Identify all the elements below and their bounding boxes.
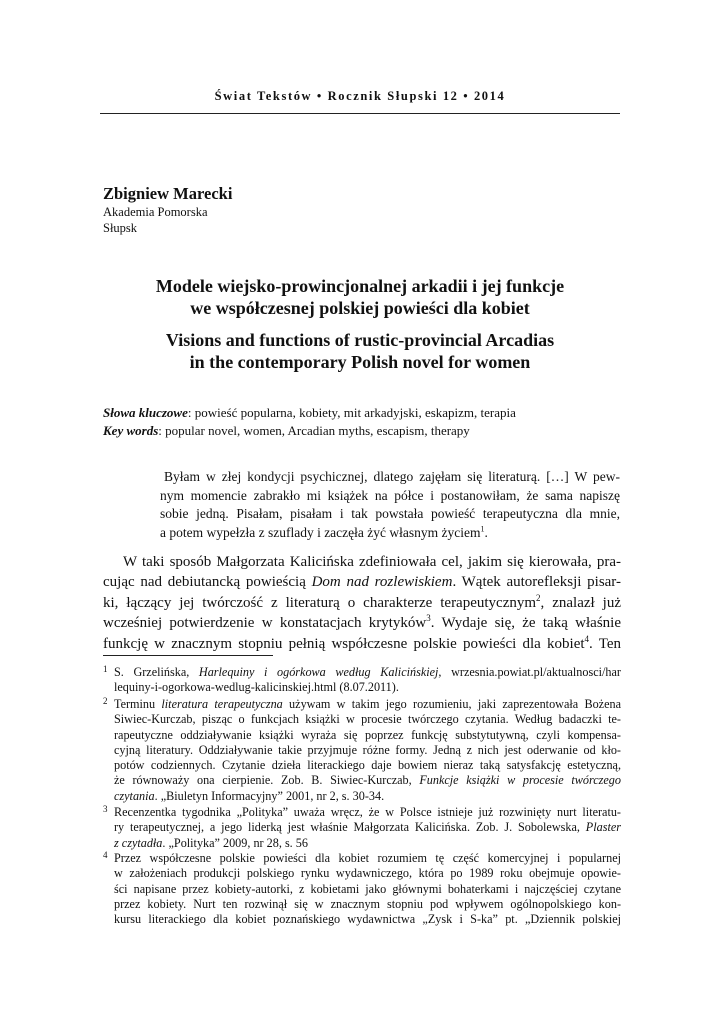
body-paragraph	[103, 552, 621, 654]
keywords-polish-label: Słowa kluczowe	[103, 405, 188, 420]
footnote-line: Przez współczesne polskie powieści dla kobiet rozumiem tę część komercyjnej i popularnej	[114, 851, 621, 865]
running-head: Świat Tekstów • Rocznik Słupski 12 • 2014	[214, 89, 506, 103]
footnote-line: ry terapeutycznej, a jego liderką jest właśnie Małgorzata Kalicińska. Zob. J. Sobolewska, Plaster	[114, 820, 621, 835]
body-line: cując nad debiutancką powieścią Dom nad rozlewiskiem. Wątek autorefleksji pisar-	[103, 574, 622, 591]
author-affiliation: Akademia Pomorska	[103, 205, 208, 219]
title-polish	[100, 275, 620, 319]
title-english-line-2: in the contemporary Polish novel for women	[189, 352, 531, 372]
footnote-line: kursu literackiego dla kobiet poznańskiego wydawnictwa „Zysk i S-ka” pt. „Dziennik polskiej	[114, 912, 621, 927]
epigraph-quote	[160, 468, 620, 542]
keywords-polish	[103, 405, 623, 421]
keywords-polish-values: : powieść popularna, kobiety, mit arkadyjski, eskapizm, terapia	[187, 405, 516, 420]
footnote-mark: 2	[103, 696, 108, 706]
quote-line: a potem wypełzła z szuflady i zaczęła żyć własnym życiem$^1$.	[160, 524, 488, 540]
footnote-2	[103, 697, 621, 804]
footnote-3	[103, 805, 621, 851]
author-city: Słupsk	[103, 221, 138, 235]
footnote-line: Recenzentka tygodnika „Polityka” uważa wręcz, że w Polsce istnieje już rozwinięty nurt literatu-	[114, 805, 621, 819]
footnote-line: lequiny-i-ogorkowa-wedlug-kalicinskiej.html (8.07.2011).	[114, 680, 399, 695]
footnote-ref[interactable]: 3	[426, 613, 431, 624]
footnote-mark: 4	[103, 850, 108, 860]
footnote-line: w założeniach produkcji polskiego rynku wydawniczego, która po 1989 roku obejmuje opowie-	[114, 866, 621, 881]
footnote-ref[interactable]: 2	[536, 592, 541, 603]
footnote-separator	[103, 655, 273, 656]
footnote-line: ści napisane przez kobiety-autorki, z kobietami jako głównymi bohaterkami i najczęściej czytane	[114, 881, 621, 896]
header-rule	[100, 113, 620, 114]
footnote-4	[103, 851, 621, 927]
footnote-mark: 3	[103, 804, 108, 814]
keywords-english-values: : popular novel, women, Arcadian myths, escapism, therapy	[158, 423, 470, 438]
footnote-1	[103, 665, 621, 696]
book-title: Dom nad rozlewiskiem	[311, 574, 453, 591]
title-polish-line-2: we współczesnej polskiej powieści dla kobiet	[190, 298, 530, 318]
title-english-line-1: Visions and functions of rustic-provincial Arcadias	[165, 330, 555, 350]
title-polish-line-1: Modele wiejsko-prowincjonalnej arkadii i jej funkcje	[155, 276, 565, 296]
footnote-ref[interactable]: 1	[480, 524, 485, 534]
footnote-line: Siwiec-Kurczab, pisząc o funkcjach książki w procesie twórczego czytania. Według badaczki te-	[114, 712, 621, 727]
footnote-line: z czytadła. „Polityka” 2009, nr 28, s. 56	[114, 835, 308, 850]
footnote-line: przez kobiety. Nurt ten rozwinął się w znacznym stopniu pod wpływem ogólnopolskiego kon-	[114, 896, 621, 911]
footnote-line: potów codziennych. Czytanie dzieła literackiego daje bowiem nieraz taką satysfakcję estetyczną,	[114, 758, 621, 773]
footnote-line: że równoważy ona cierpienie. Zob. B. Siwiec-Kurczab, Funkcje książki w procesie twórczego	[114, 773, 621, 788]
body-line: W taki sposób Małgorzata Kalicińska zdefiniowała cel, jakim się kierowała, pra-	[123, 554, 621, 570]
footnote-line: rapeutyczne oddziaływanie książki wyraża się poprzez funkcję substytutywną, czyli kompensa-	[114, 727, 621, 742]
footnote-line: S. Grzelińska, Harlequiny i ogórkowa według Kalicińskiej, wrzesnia.powiat.pl/aktualnosci/har	[114, 665, 621, 679]
footnote-line: cyjną literatury. Oddziaływanie takie przyjmuje różne formy. Jedną z nich jest oderwanie od kło-	[114, 742, 621, 757]
body-line: ki, łączący jej twórczość z literaturą o charakterze terapeutycznym$^2$, znalazł już	[103, 592, 621, 611]
footnote-ref[interactable]: 4	[584, 633, 590, 644]
footnote-line: czytania. „Biuletyn Informacyjny” 2001, nr 2, s. 30-34.	[114, 788, 385, 803]
quote-line: nym momencie zabrakło mi książek na półce i postanowiłam, że sama napiszę	[160, 487, 620, 503]
body-line: wcześniej potwierdzenie w konstatacjach krytyków$^3$. Wydaje się, że taką właśnie	[103, 613, 621, 632]
keywords-english	[103, 423, 623, 439]
body-line: funkcję w znacznym stopniu pełnią współczesne polskie powieści dla kobiet$^4$. Ten	[103, 633, 621, 652]
keywords-english-label: Key words	[103, 423, 159, 438]
footnote-line: Terminu literatura terapeutyczna używam w takim jego rozumieniu, jaki zaprezentowała Bożena	[114, 697, 621, 711]
author-name: Zbigniew Marecki	[103, 184, 233, 203]
quote-line: sobie jedną. Pisałam, pisałam i tak powstała powieść terapeutyczna dla mnie,	[160, 506, 620, 522]
quote-line: Byłam w złej kondycji psychicznej, dlatego zajęłam się literaturą. […] W pew-	[164, 469, 620, 484]
footnote-mark: 1	[103, 664, 108, 674]
title-english	[100, 329, 620, 373]
